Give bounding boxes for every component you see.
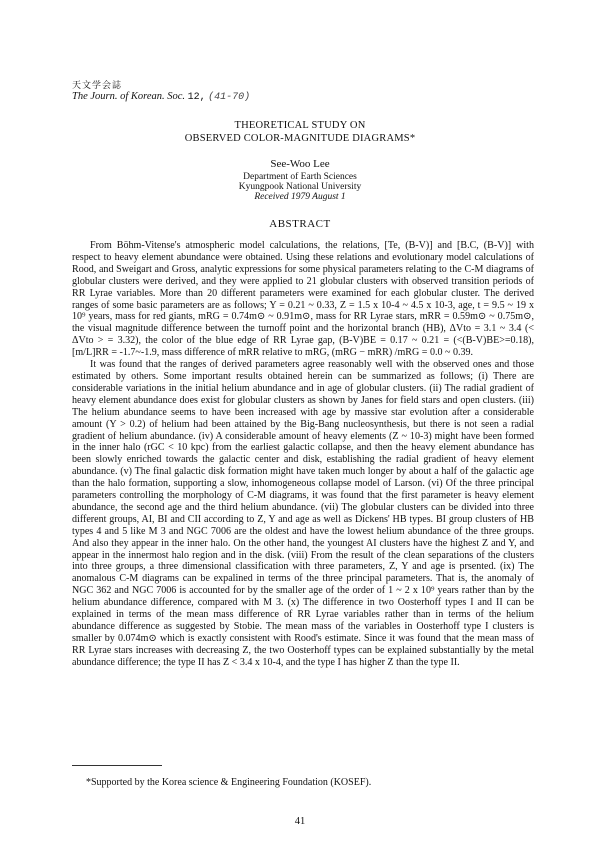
journal-name-japanese: 天文学会誌 — [72, 80, 123, 90]
journal-header — [72, 79, 250, 104]
abstract-paragraph-2: It was found that the ranges of derived parameters agree reasonably well with the observed ones and those estimated by others. Some important results obtained herein can be summarized as follows; (i) There are considerable variations in the initial helium abundance and in age of globular clusters. (ii) The radial gradient of heavy element abundance does exist for globular clusters as shown by Janes for field stars and open clusters. (iii) The helium abundance seems to have been increased with age by massive star evolution after a considerable amount (Y > 0.2) of helium had been attained by the Big-Bang nucleosynthesis, but there is not seen a radial gradient of helium abundance. (iv) A considerable amount of heavy elements (Z ~ 10-3) might have been formed in the inner halo (rGC < 10 kpc) from the earliest galactic collapse, and then the heavy element abundance has been slowly enriched towards the galactic center and disk, establishing the radial gradient of heavy element abundance. (v) The final galactic disk formation might have taken much longer by about a half of the galactic age than the halo formation, supporting a slow, inhomogeneous collapse model of Larson. (vi) Of the three principal parameters controlling the morphology of C-M diagrams, it was found that the first parameter is heavy element abundance, the second age and the third helium abundance. (vii) The globular clusters can be divided into three different groups, AI, BI and CII according to Z, Y and age as well as Dickens' HB types. BI group clusters of HB types 4 and 5 like M 3 and NGC 7006 are the oldest and have the lowest helium abundance of the three groups. And also they appear in the inner halo. On the other hand, the youngest AI clusters have the highest Z and Y, and appear in the innermost halo region and in the disk. (viii) From the result of the clean separations of the clusters into three groups, a three dimensional classification with three parameters, Z, Y and age is prsented. (ix) The anomalous C-M diagrams can be expalined in terms of the three principal parameters. That is, the anomaly of NGC 362 and NGC 7006 is accounted for by the smaller age of the order of 1 ~ 2 x 10⁹ years rather than by the helium abundance difference, compared with M 3. (x) The difference in two Oosterhoff types I and II can be explained in terms of the mean mass difference of RR Lyrae variables rather than in terms of the helium abundance difference as suggested by Stobie. The mean mass of the variables in Oosterhoff type I clusters is smaller by 0.074m⊙ which is exactly consistent with Rood's estimate. Since it was found that the mean mass of RR Lyrae stars increases with decreasing Z, the two Oosterhoff types can be explained substantially by the metal abundance difference; the type II has Z < 3.4 x 10-4, and the type I has higher Z than the type II. — [72, 359, 534, 668]
abstract-heading: ABSTRACT — [269, 218, 331, 230]
affiliation-department: Department of Earth Sciences — [243, 172, 357, 182]
abstract-body — [72, 240, 534, 669]
affiliation-university: Kyungpook National University — [238, 182, 362, 192]
paper-title-line-2: OBSERVED COLOR-MAGNITUDE DIAGRAMS* — [184, 133, 416, 144]
footnote: *Supported by the Korea science & Engineering Foundation (KOSEF). — [86, 777, 372, 788]
abstract-paragraph-1: From Böhm-Vitense's atmospheric model calculations, the relations, [Te, (B-V)] and [B.C, (B-V)] with respect to heavy element abundance were obtained. Using these relations and evolutionary model calculations of Rood, and Sweigart and Gross, analytic expressions for some physical parameters relating to the C-M diagrams of globular clusters were derived, and they were applied to 21 globular clusters with observed transition periods of RR Lyrae variables. More than 20 different parameters were examined for each globular cluster. The derived ranges of some basic parameters are as follows; Y = 0.21 ~ 0.33, Z = 1.5 x 10-4 ~ 4.5 x 10-3, age, t = 9.5 ~ 19 x 10⁹ years, mass for red giants, mRG = 0.74m⊙ ~ 0.91m⊙, mass for RR Lyrae stars, mRR = 0.59m⊙ ~ 0.75m⊙, the visual magnitude difference between the turnoff point and the horizontal branch (HB), ΔVto = 3.1 ~ 3.4 (< ΔVto > = 3.32), the color of the blue edge of RR Lyrae gap, (B-V)BE = 0.17 ~ 0.21 = (<(B-V)BE>=0.18), [m/L]RR = -1.7~-1.9, mass difference of mRR relative to mRG, (mRG − mRR) /mRG = 0.0 ~ 0.39. — [72, 240, 534, 359]
page-number: 41 — [294, 816, 306, 827]
paper-title-line-1: THEORETICAL STUDY ON — [234, 120, 366, 131]
journal-name: The Journ. of Korean. Soc. — [72, 91, 186, 102]
journal-volume: 12, — [187, 92, 206, 103]
journal-pages: (41-70) — [208, 92, 251, 103]
received-date: Received 1979 August 1 — [254, 192, 346, 202]
author-name: See-Woo Lee — [270, 158, 330, 170]
footnote-rule — [72, 765, 162, 766]
